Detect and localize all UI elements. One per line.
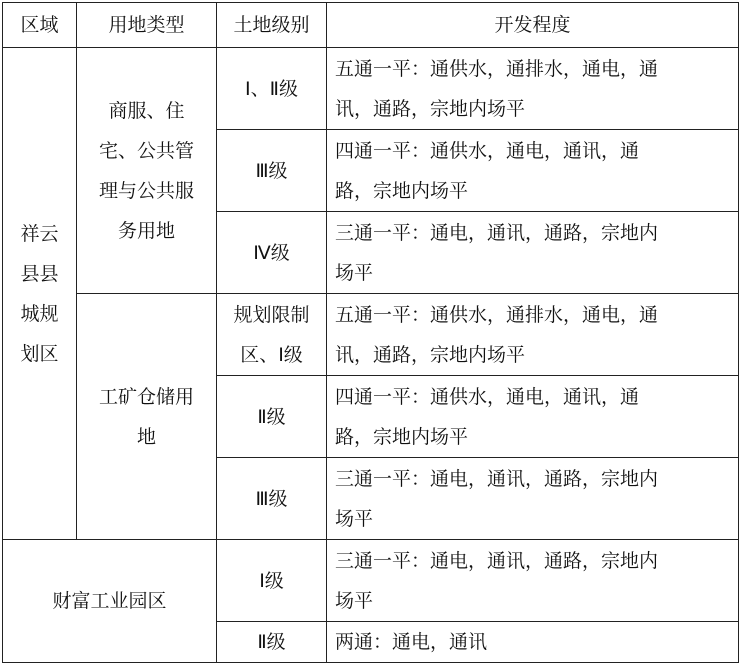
land-level-cell — [217, 294, 327, 376]
table-row — [3, 540, 739, 622]
land-level-cell — [217, 48, 327, 130]
development-degree-text: 五通一平：通供水，通排水，通电，通 — [335, 57, 659, 80]
land-level-cell — [217, 458, 327, 540]
development-degree-text: 三通一平：通电，通讯，通路，宗地内 — [335, 467, 659, 490]
region-cell — [3, 48, 77, 540]
development-degree-text: 场平 — [335, 261, 374, 284]
region-cell — [3, 540, 217, 663]
development-degree-text: 场平 — [335, 507, 374, 530]
land-level-text: 区、Ⅰ级 — [240, 343, 303, 366]
development-degree-cell — [327, 458, 739, 540]
land-use-type-cell — [77, 48, 217, 294]
development-degree-cell — [327, 212, 739, 294]
header-land-level: 土地级别 — [217, 3, 327, 48]
land-use-type-name: 工矿仓储用 — [98, 385, 194, 408]
land-use-type-name: 理与公共服 — [98, 179, 194, 202]
development-degree-text: 路，宗地内场平 — [335, 425, 469, 448]
land-level-cell — [217, 130, 327, 212]
table-row — [3, 48, 739, 130]
region-name: 祥云 — [20, 222, 59, 245]
land-level-cell — [217, 212, 327, 294]
header-row — [3, 3, 739, 48]
development-degree-text: 两通：通电，通讯 — [335, 631, 488, 653]
development-degree-text: 场平 — [335, 589, 374, 612]
land-level-text: Ⅱ级 — [257, 405, 286, 428]
development-degree-cell — [327, 130, 739, 212]
development-degree-text: 三通一平：通电，通讯，通路，宗地内 — [335, 549, 659, 572]
land-development-table — [2, 2, 739, 663]
development-degree-cell — [327, 294, 739, 376]
region-name: 县县 — [20, 262, 59, 285]
development-degree-text: 讯，通路，宗地内场平 — [335, 97, 526, 120]
development-degree-cell — [327, 622, 739, 663]
development-degree-text: 四通一平：通供水，通电，通讯，通 — [335, 385, 640, 408]
land-use-type-name: 商服、住 — [108, 99, 185, 122]
region-name: 划区 — [20, 342, 59, 365]
land-use-type-cell — [77, 294, 217, 540]
land-level-text: Ⅰ、Ⅱ级 — [245, 77, 298, 100]
land-use-type-name: 地 — [136, 425, 156, 448]
land-level-text: Ⅰ级 — [259, 569, 284, 592]
development-degree-cell — [327, 48, 739, 130]
header-land-use-type: 用地类型 — [77, 3, 217, 48]
development-degree-cell — [327, 376, 739, 458]
land-level-text: Ⅱ级 — [257, 631, 286, 653]
land-level-cell — [217, 622, 327, 663]
table-body — [3, 48, 739, 663]
development-degree-text: 四通一平：通供水，通电，通讯，通 — [335, 139, 640, 162]
region-name: 财富工业园区 — [52, 590, 167, 612]
header-development-degree: 开发程度 — [327, 3, 739, 48]
land-level-text: Ⅲ级 — [255, 159, 288, 182]
land-use-type-name: 宅、公共管 — [98, 139, 194, 162]
table-row — [3, 294, 739, 376]
development-degree-text: 三通一平：通电，通讯，通路，宗地内 — [335, 221, 659, 244]
land-level-cell — [217, 540, 327, 622]
land-level-text: 规划限制 — [233, 303, 310, 326]
land-use-type-name: 务用地 — [117, 219, 175, 242]
development-degree-text: 讯，通路，宗地内场平 — [335, 343, 526, 366]
land-level-text: Ⅳ级 — [253, 241, 290, 264]
header-region: 区域 — [3, 3, 77, 48]
development-degree-text: 五通一平：通供水，通排水，通电，通 — [335, 303, 659, 326]
development-degree-text: 路，宗地内场平 — [335, 179, 469, 202]
land-level-cell — [217, 376, 327, 458]
region-name: 城规 — [20, 302, 59, 325]
land-level-text: Ⅲ级 — [255, 487, 288, 510]
development-degree-cell — [327, 540, 739, 622]
